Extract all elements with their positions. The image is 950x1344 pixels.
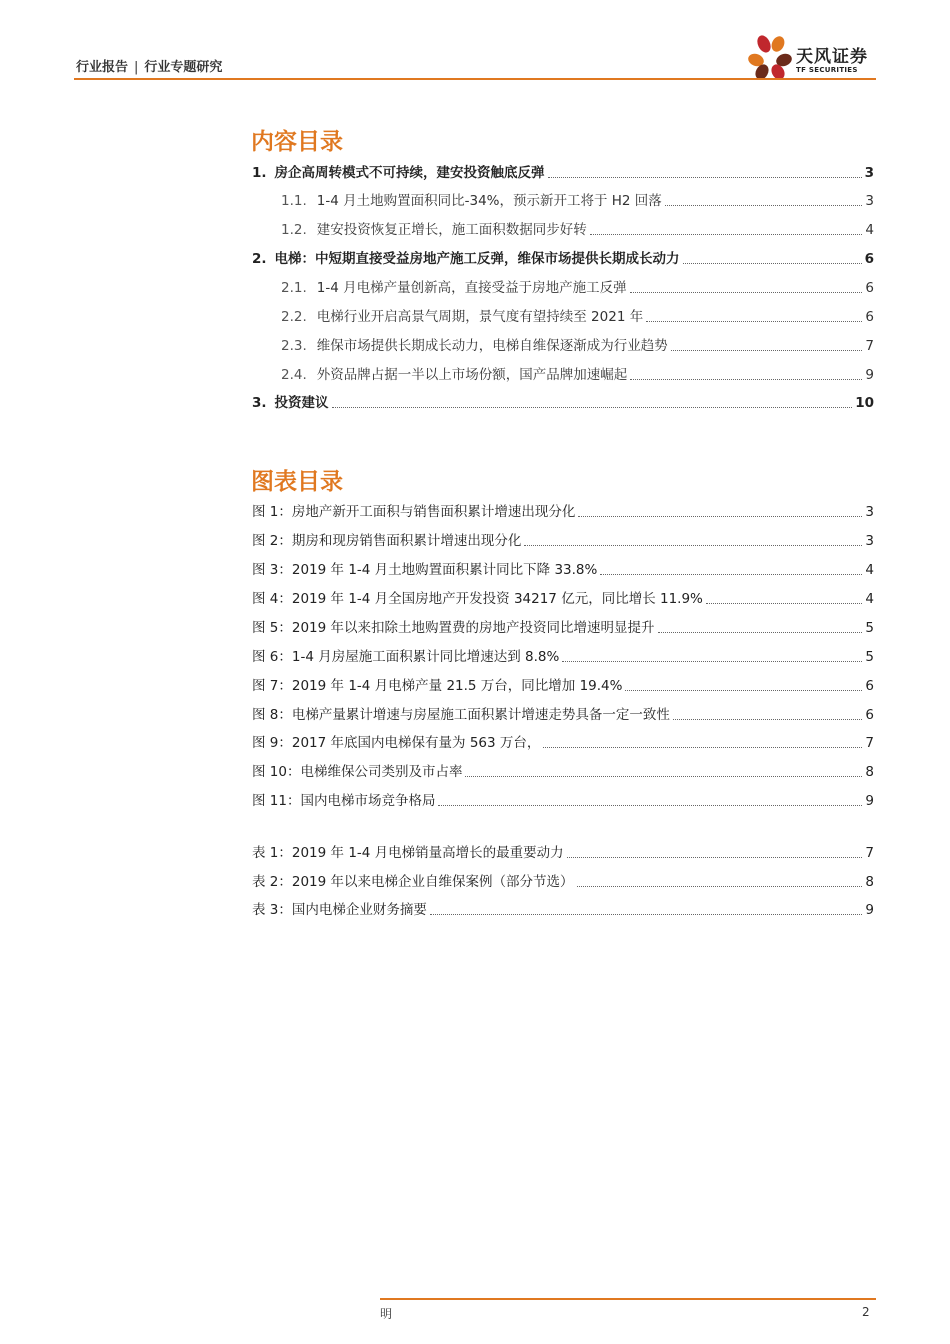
- table-entry[interactable]: [252, 873, 874, 891]
- toc-entry-text: 房企高周转模式不可持续，建安投资触底反弹: [274, 165, 545, 181]
- table-entry-text: 表 2：2019 年以来电梯企业自维保案例（部分节选）: [252, 874, 574, 890]
- toc-entry-number: 1.1.: [281, 193, 307, 209]
- toc-entry-page: 6: [865, 280, 874, 296]
- figure-entry-page: 5: [865, 649, 874, 665]
- figure-entry-text: 图 11：国内电梯市场竞争格局: [252, 793, 436, 809]
- figure-entry-page: 6: [865, 707, 874, 723]
- table-entry[interactable]: [252, 901, 874, 919]
- toc-entry-text: 电梯行业开启高景气周期，景气度有望持续至 2021 年: [316, 309, 644, 325]
- toc-leader-dots: [590, 233, 863, 235]
- toc-entry-number: 2.: [252, 251, 267, 267]
- toc-entry-text: 维保市场提供长期成长动力，电梯自维保逐渐成为行业趋势: [316, 338, 668, 354]
- table-leader-dots: [567, 856, 863, 858]
- toc-entry-label: [281, 221, 587, 239]
- toc-entry[interactable]: [281, 192, 874, 210]
- page-number: 2: [862, 1305, 870, 1319]
- header-separator: |: [134, 60, 139, 75]
- toc-leader-dots: [671, 349, 863, 351]
- figure-entry-text: 图 8：电梯产量累计增速与房屋施工面积累计增速走势具备一定一致性: [252, 707, 670, 723]
- toc-entry-page: 9: [865, 367, 874, 383]
- toc-entry-label: [281, 366, 627, 384]
- toc-entry-page: 10: [855, 395, 874, 411]
- figure-leader-dots: [543, 746, 862, 748]
- toc-entry[interactable]: [252, 250, 874, 268]
- figure-entry[interactable]: [252, 619, 874, 637]
- figure-entry-text: 图 10：电梯维保公司类别及市占率: [252, 764, 463, 780]
- figure-entry[interactable]: [252, 677, 874, 695]
- table-entry[interactable]: [252, 844, 874, 862]
- toc-leader-dots: [630, 378, 862, 380]
- figure-entry[interactable]: [252, 763, 874, 781]
- table-leader-dots: [430, 913, 863, 915]
- toc-leader-dots: [665, 204, 863, 206]
- toc-entry-page: 3: [864, 165, 874, 181]
- toc-entry[interactable]: [281, 366, 874, 384]
- toc-entry[interactable]: [281, 279, 874, 297]
- report-subtype: 行业专题研究: [144, 60, 223, 75]
- toc-entry-number: 2.4.: [281, 367, 307, 383]
- toc-leader-dots: [646, 320, 862, 322]
- figure-entry[interactable]: [252, 792, 874, 810]
- toc-entry-text: 1-4 月电梯产量创新高，直接受益于房地产施工反弹: [316, 280, 627, 296]
- figure-entry-page: 7: [865, 735, 874, 751]
- figure-entry-text: 图 2：期房和现房销售面积累计增速出现分化: [252, 533, 522, 549]
- footer-divider: [380, 1298, 876, 1300]
- toc-entry-number: 1.2.: [281, 222, 307, 238]
- table-entry-page: 7: [865, 845, 874, 861]
- toc-leader-dots: [548, 176, 862, 178]
- figure-entry-page: 4: [865, 562, 874, 578]
- toc-leader-dots: [683, 262, 862, 264]
- toc-entry-page: 6: [865, 309, 874, 325]
- toc-entry[interactable]: [252, 394, 874, 412]
- figure-leader-dots: [600, 573, 862, 575]
- toc-entry[interactable]: [252, 164, 874, 182]
- figure-leader-dots: [524, 544, 862, 546]
- table-entry-page: 8: [865, 874, 874, 890]
- toc-leader-dots: [630, 291, 863, 293]
- toc-entry[interactable]: [281, 337, 874, 355]
- toc-entry[interactable]: [281, 308, 874, 326]
- figure-entry-page: 5: [865, 620, 874, 636]
- logo-text-cn: 天风证券: [796, 47, 868, 67]
- toc-entry[interactable]: [281, 221, 874, 239]
- figure-entry-text: 图 6：1-4 月房屋施工面积累计同比增速达到 8.8%: [252, 649, 560, 665]
- figures-title: 图表目录: [251, 469, 343, 495]
- figure-entry[interactable]: [252, 590, 874, 608]
- figure-leader-dots: [562, 660, 862, 662]
- figure-leader-dots: [625, 689, 862, 691]
- figure-entry[interactable]: [252, 561, 874, 579]
- report-type: 行业报告: [76, 60, 129, 75]
- figure-entry-text: 图 1：房地产新开工面积与销售面积累计增速出现分化: [252, 504, 576, 520]
- figure-leader-dots: [706, 602, 863, 604]
- figure-entry[interactable]: [252, 648, 874, 666]
- figure-entry-page: 3: [865, 504, 874, 520]
- toc-entry-page: 3: [865, 193, 874, 209]
- figure-entry-page: 9: [865, 793, 874, 809]
- company-logo: [746, 30, 876, 82]
- toc-entry-text: 投资建议: [274, 395, 329, 411]
- report-header: [76, 56, 222, 75]
- table-entry-text: 表 1：2019 年 1-4 月电梯销量高增长的最重要动力: [252, 845, 564, 861]
- header-divider: [74, 78, 876, 80]
- figure-entry-text: 图 9：2017 年底国内电梯保有量为 563 万台，: [252, 735, 541, 751]
- toc-entry-label: [252, 394, 329, 412]
- figure-entry-page: 4: [865, 591, 874, 607]
- figure-entry-text: 图 7：2019 年 1-4 月电梯产量 21.5 万台，同比增加 19.4%: [252, 678, 623, 694]
- figure-leader-dots: [578, 515, 862, 517]
- toc-entry-page: 7: [865, 338, 874, 354]
- toc-entry-text: 电梯：中短期直接受益房地产施工反弹，维保市场提供长期成长动力: [274, 251, 680, 267]
- toc-entry-text: 1-4 月土地购置面积同比-34%，预示新开工将于 H2 回落: [316, 193, 662, 209]
- table-leader-dots: [577, 885, 863, 887]
- figure-leader-dots: [465, 775, 862, 777]
- toc-entry-label: [281, 279, 627, 297]
- toc-entry-label: [252, 164, 545, 182]
- flower-logo-icon: [746, 30, 794, 82]
- figure-entry-page: 3: [865, 533, 874, 549]
- figure-leader-dots: [658, 631, 863, 633]
- figure-entry[interactable]: [252, 734, 874, 752]
- toc-entry-number: 3.: [252, 395, 267, 411]
- toc-entry-label: [281, 337, 668, 355]
- figure-entry[interactable]: [252, 706, 874, 724]
- figure-entry[interactable]: [252, 532, 874, 550]
- toc-entry-label: [281, 308, 643, 326]
- figure-entry-text: 图 5：2019 年以来扣除土地购置费的房地产投资同比增速明显提升: [252, 620, 655, 636]
- toc-entry-number: 1.: [252, 165, 267, 181]
- toc-entry-number: 2.1.: [281, 280, 307, 296]
- logo-text-en: TF SECURITIES: [796, 66, 858, 74]
- toc-entry-label: [252, 250, 680, 268]
- toc-entry-page: 6: [864, 251, 874, 267]
- toc-leader-dots: [332, 406, 853, 408]
- figure-entry-text: 图 3：2019 年 1-4 月土地购置面积累计同比下降 33.8%: [252, 562, 598, 578]
- toc-entry-page: 4: [865, 222, 874, 238]
- figure-leader-dots: [673, 718, 863, 720]
- toc-entry-label: [281, 192, 662, 210]
- toc-entry-text: 外资品牌占据一半以上市场份额，国产品牌加速崛起: [316, 367, 628, 383]
- figure-entry-page: 8: [865, 764, 874, 780]
- figure-entry-text: 图 4：2019 年 1-4 月全国房地产开发投资 34217 亿元，同比增长 11.9%: [252, 591, 703, 607]
- contents-title: 内容目录: [251, 129, 343, 155]
- figure-entry-page: 6: [865, 678, 874, 694]
- toc-entry-number: 2.3.: [281, 338, 307, 354]
- table-entry-page: 9: [865, 902, 874, 918]
- toc-entry-number: 2.2.: [281, 309, 307, 325]
- footer-text: 明: [380, 1307, 393, 1321]
- figure-entry[interactable]: [252, 503, 874, 521]
- figure-leader-dots: [438, 804, 862, 806]
- toc-entry-text: 建安投资恢复正增长，施工面积数据同步好转: [316, 222, 587, 238]
- table-entry-text: 表 3：国内电梯企业财务摘要: [252, 902, 427, 918]
